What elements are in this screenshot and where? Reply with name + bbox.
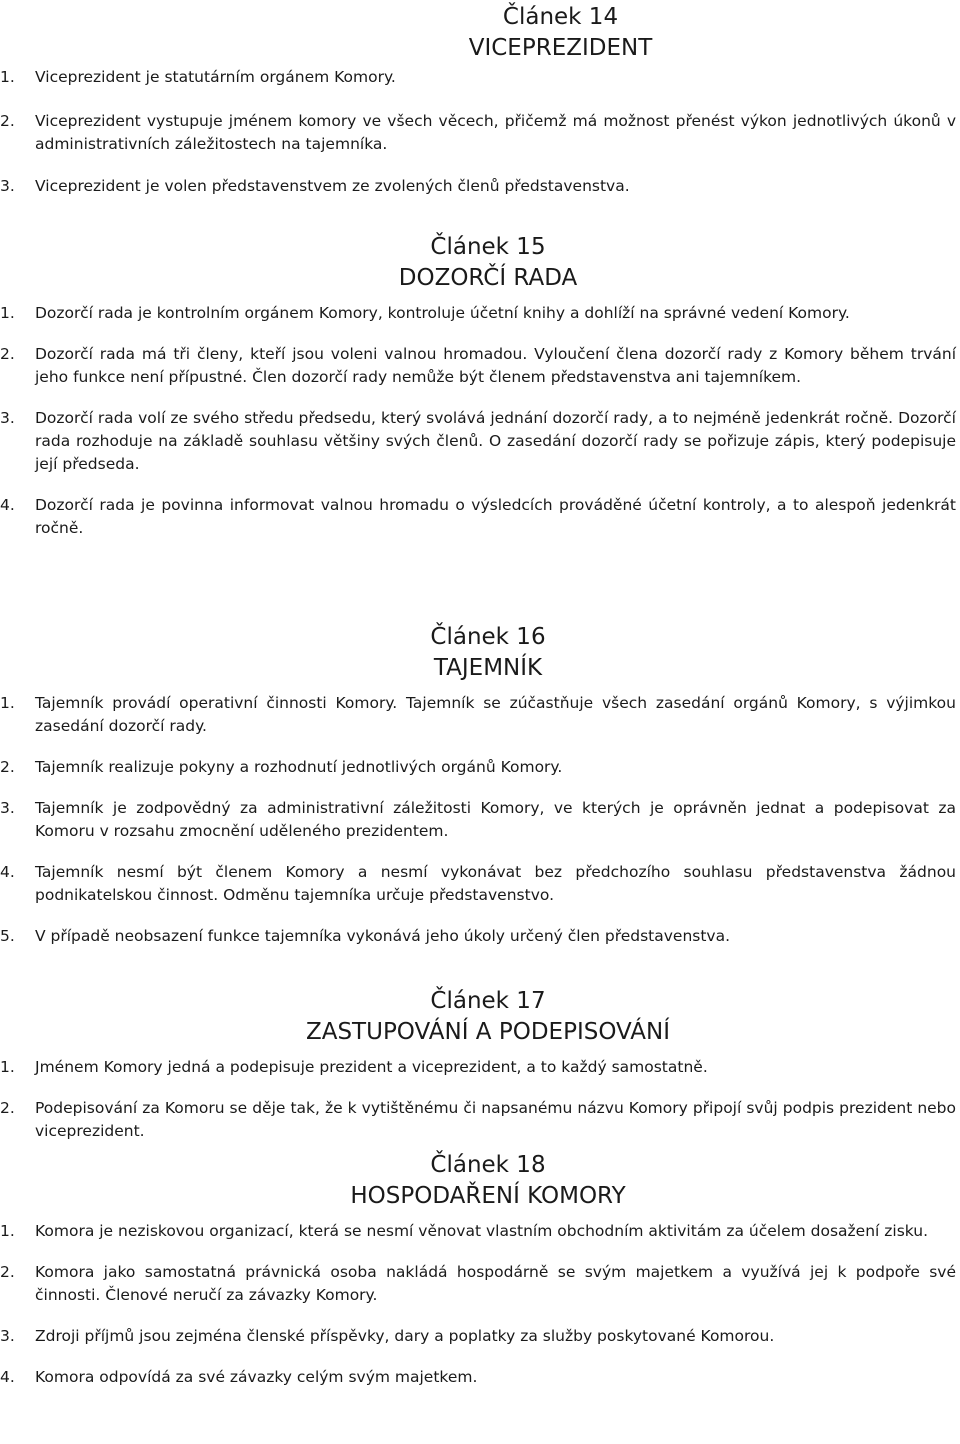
list-item: [0, 1366, 956, 1389]
article-number: Článek 15: [430, 234, 546, 260]
item-number: 1.: [0, 68, 15, 86]
item-number: 5.: [0, 927, 15, 945]
item-text: Komora je neziskovou organizací, která se nesmí věnovat vlastním obchodním aktivitám za účelem dosažení zisku.: [35, 1222, 929, 1240]
list-item: [0, 1325, 956, 1348]
list-item: [0, 797, 956, 843]
item-number: 3.: [0, 799, 15, 817]
list-item: [0, 302, 956, 325]
article-heading: [0, 232, 956, 294]
article-15: [0, 232, 956, 558]
item-text: Tajemník provádí operativní činnosti Komory. Tajemník se zúčastňuje všech zasedání orgánů Komory, s výjimkou zasedání dozorčí rady.: [35, 694, 956, 735]
list-item: [0, 1261, 956, 1307]
item-text: Zdroji příjmů jsou zejména členské příspěvky, dary a poplatky za služby poskytované Komorou.: [35, 1327, 775, 1345]
article-14-items-cont: [0, 110, 956, 216]
list-item: [0, 66, 956, 89]
article-number: Článek 17: [430, 988, 546, 1014]
item-number: 2.: [0, 758, 15, 776]
article-14: [0, 2, 956, 64]
article-17: [0, 986, 956, 1161]
item-text: Podepisování za Komoru se děje tak, že k vytištěnému či napsanému názvu Komory připojí svůj podpis prezident nebo viceprezident.: [35, 1099, 956, 1140]
article-number: Článek 16: [430, 624, 546, 650]
list-item: [0, 861, 956, 907]
article-16-items: [0, 692, 956, 948]
item-number: 2.: [0, 1263, 15, 1281]
list-item: [0, 407, 956, 476]
list-item: [0, 1220, 956, 1243]
list-item: [0, 925, 956, 948]
item-number: 1.: [0, 694, 15, 712]
article-16: [0, 622, 956, 966]
item-text: Dozorčí rada je povinna informovat valnou hromadu o výsledcích prováděné účetní kontroly, a to alespoň jedenkrát ročně.: [35, 496, 956, 537]
item-text: Tajemník nesmí být členem Komory a nesmí vykonávat bez předchozího souhlasu představenstva žádnou podnikatelskou činnost. Odměnu tajemníka určuje představenstvo.: [35, 863, 956, 904]
article-title: ZASTUPOVÁNÍ A PODEPISOVÁNÍ: [305, 1019, 671, 1045]
item-text: Komora jako samostatná právnická osoba nakládá hospodárně se svým majetkem a využívá jej k podpoře své činnosti. Členové neručí za závazky Komory.: [35, 1263, 956, 1304]
article-title: DOZORČÍ RADA: [398, 265, 578, 291]
article-17-items: [0, 1056, 956, 1143]
article-18: [0, 1150, 956, 1407]
article-14-items: [0, 66, 956, 107]
item-number: 1.: [0, 1058, 15, 1076]
list-item: [0, 175, 956, 198]
article-title: VICEPREZIDENT: [468, 35, 653, 61]
article-number: Článek 18: [430, 1152, 546, 1178]
item-text: Komora odpovídá za své závazky celým svým majetkem.: [35, 1368, 478, 1386]
list-item: [0, 343, 956, 389]
article-heading: [0, 986, 956, 1048]
article-18-items: [0, 1220, 956, 1389]
item-number: 1.: [0, 1222, 15, 1240]
item-text: Jménem Komory jedná a podepisuje prezident a viceprezident, a to každý samostatně.: [35, 1058, 708, 1076]
item-number: 2.: [0, 345, 15, 363]
article-title: HOSPODAŘENÍ KOMORY: [350, 1183, 626, 1209]
article-title: TAJEMNÍK: [433, 655, 543, 681]
item-text: Dozorčí rada má tři členy, kteří jsou voleni valnou hromadou. Vyloučení člena dozorčí rady z Komory během trvání jeho funkce není přípustné. Člen dozorčí rady nemůže být členem představenstva ani tajemníkem.: [35, 345, 956, 386]
item-number: 4.: [0, 863, 15, 881]
item-text: Tajemník je zodpovědný za administrativní záležitosti Komory, ve kterých je oprávněn jednat a podepisovat za Komoru v rozsahu zmocnění uděleného prezidentem.: [35, 799, 956, 840]
list-item: [0, 110, 956, 156]
item-number: 4.: [0, 1368, 15, 1386]
item-text: Dozorčí rada je kontrolním orgánem Komory, kontroluje účetní knihy a dohlíží na správné vedení Komory.: [35, 304, 850, 322]
item-number: 4.: [0, 496, 15, 514]
item-text: Dozorčí rada volí ze svého středu předsedu, který svolává jednání dozorčí rady, a to nejméně jedenkrát ročně. Dozorčí rada rozhoduje na základě souhlasu většiny svých členů. O zasedání dozorčí rady se pořizuje zápis, který podepisuje její předseda.: [35, 409, 956, 473]
item-number: 2.: [0, 1099, 15, 1117]
list-item: [0, 1097, 956, 1143]
item-number: 1.: [0, 304, 15, 322]
item-text: Viceprezident je statutárním orgánem Komory.: [35, 68, 396, 86]
item-number: 3.: [0, 177, 15, 195]
article-number: Článek 14: [502, 4, 619, 30]
item-number: 3.: [0, 409, 15, 427]
item-number: 2.: [0, 112, 15, 130]
list-item: [0, 756, 956, 779]
item-number: 3.: [0, 1327, 15, 1345]
article-heading: [0, 2, 956, 64]
item-text: V případě neobsazení funkce tajemníka vykonává jeho úkoly určený člen představenstva.: [35, 927, 731, 945]
article-heading: [0, 622, 956, 684]
list-item: [0, 494, 956, 540]
item-text: Viceprezident vystupuje jménem komory ve všech věcech, přičemž má možnost přenést výkon jednotlivých úkonů v administrativních záležitostech na tajemníka.: [35, 112, 956, 153]
article-heading: [0, 1150, 956, 1212]
article-15-items: [0, 302, 956, 540]
list-item: [0, 692, 956, 738]
item-text: Viceprezident je volen představenstvem ze zvolených členů představenstva.: [35, 177, 630, 195]
item-text: Tajemník realizuje pokyny a rozhodnutí jednotlivých orgánů Komory.: [35, 758, 563, 776]
list-item: [0, 1056, 956, 1079]
